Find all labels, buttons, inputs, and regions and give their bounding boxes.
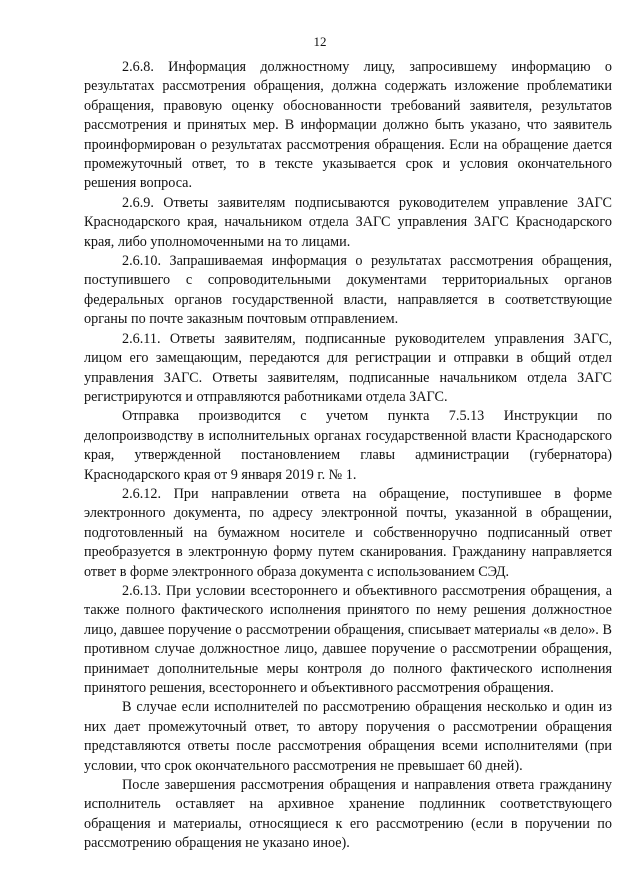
paragraph-2-6-11: 2.6.11. Ответы заявителям, подписанные руководителем управления ЗАГС, лицом его замещающим, передаются для регистрации и отправки в общий отдел управления ЗАГС. Ответы заявителям, подписанные начальником отдела ЗАГС регистрируются и отправляются работниками отдела ЗАГС.	[84, 330, 612, 405]
paragraph-2-6-8: 2.6.8. Информация должностному лицу, запросившему информацию о результатах рассмотрения обращения, должна содержать изложение проблематики обращения, правовую оценку обоснованности требований заявителя, результатов рассмотрения и принятых мер. В информации должно быть указано, что заявитель проинформирован о результатах рассмотрения обращения. Если на обращение дается промежуточный ответ, то в тексте указывается срок и условия окончательного решения вопроса.	[84, 59, 612, 192]
document-body	[84, 58, 612, 854]
paragraph-dispatch: Отправка производится с учетом пункта 7.5.13 Инструкции по делопроизводству в исполнительных органах государственной власти Краснодарского края, утвержденной постановлением главы администрации (губернатора) Краснодарского края от 9 января 2019 г. № 1.	[84, 408, 612, 483]
page-number: 12	[313, 34, 327, 49]
paragraph-2-6-13: 2.6.13. При условии всестороннего и объективного рассмотрения обращения, а также полного фактического исполнения принятого по нему решения должностное лицо, давшее поручение о рассмотрении обращения, списывает материалы «в дело». В противном случае должностное лицо, давшее поручение о рассмотрении обращения, принимает дополнительные меры контроля до полного фактического исполнения принятого решения, всестороннего и объективного рассмотрения обращения.	[84, 582, 612, 696]
paragraph-2-6-10: 2.6.10. Запрашиваемая информация о результатах рассмотрения обращения, поступившего с сопроводительными документами территориальных органов федеральных органов государственной власти, направляется в соответствующие органы по почте заказным почтовым отправлением.	[84, 253, 612, 328]
paragraph-2-6-12: 2.6.12. При направлении ответа на обращение, поступившее в форме электронного документа, по адресу электронной почты, указанной в обращении, подготовленный на бумажном носителе и собственноручно подписанный ответ преобразуется в электронную форму путем сканирования. Гражданину направляется ответ в форме электронного образа документа с использованием СЭД.	[84, 485, 612, 580]
paragraph-2-6-9: 2.6.9. Ответы заявителям подписываются руководителем управление ЗАГС Краснодарского края, начальником отдела ЗАГС управления ЗАГС Краснодарского края, либо уполномоченными на то лицами.	[84, 194, 612, 250]
paragraph-archive: После завершения рассмотрения обращения и направления ответа гражданину исполнитель оставляет на архивное хранение подлинник соответствующего обращения и материалы, относящиеся к его рассмотрению (если в поручении по рассмотрению обращения не указано иное).	[84, 777, 612, 852]
paragraph-multiple-executors: В случае если исполнителей по рассмотрению обращения несколько и один из них дает промежуточный ответ, то автору поручения о рассмотрении обращения представляются ответы после рассмотрения обращения всеми исполнителями (при условии, что срок окончательного рассмотрения не превышает 60 дней).	[84, 699, 612, 774]
